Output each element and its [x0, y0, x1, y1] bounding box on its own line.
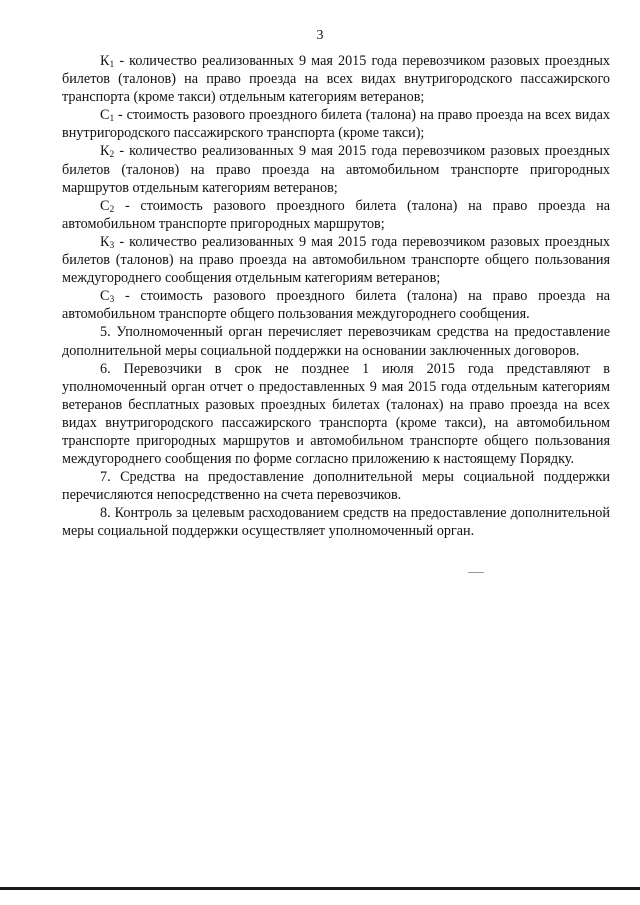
variable-index: 2 — [109, 204, 115, 215]
variable-letter: К — [100, 53, 110, 69]
variable-index: 1 — [109, 114, 115, 125]
definition-text: - стоимость разового проездного билета (талона) на право проезда на автомобильном транспорте пригородных маршрутов; — [62, 197, 610, 232]
variable-letter: К — [100, 233, 110, 250]
variable-letter: С — [100, 107, 110, 124]
page-number: 3 — [316, 28, 324, 43]
variable-letter: С — [100, 197, 110, 214]
scan-mark — [468, 572, 484, 573]
definition-c3 — [62, 287, 610, 323]
variable-index: 3 — [109, 240, 115, 251]
clause-8: 8. Контроль за целевым расходованием средств на предоставление дополнительной меры социальной поддержки осуществляет уполномоченный орган. — [62, 505, 610, 540]
clause-6: 6. Перевозчики в срок не позднее 1 июля 2015 года представляют в уполномоченный орган отчет о предоставленных 9 мая 2015 года отдельным категориям ветеранов бесплатных разовых проездных билетах (талонах) на право проезда на всех видах внутригородского пассажирского транспорта (кроме такси), на автомобильном транспорте пригородных маршрутов и автомобильном транспорте общего пользования междугороднего сообщения по форме согласно приложению к настоящему Порядку. — [62, 360, 610, 468]
variable-index: 1 — [109, 60, 115, 70]
definition-text: - количество реализованных 9 мая 2015 года перевозчиком разовых проездных билетов (талонов) на право проезда на всех видах внутригородского пассажирского транспорта (кроме такси) отдельным категориям ветеранов; — [62, 53, 610, 106]
document-body — [62, 52, 610, 541]
clause-5: 5. Уполномоченный орган перечисляет перевозчикам средства на предоставление дополнительной меры социальной поддержки на основании заключенных договоров. — [62, 324, 610, 359]
definition-k2 — [62, 142, 610, 196]
definition-text: - стоимость разового проездного билета (талона) на право проезда на автомобильном транспорте общего пользования междугороднего сообщения. — [62, 288, 610, 323]
clause-7: 7. Средства на предоставление дополнительной меры социальной поддержки перечисляются непосредственно на счета перевозчиков. — [62, 469, 610, 504]
variable-index: 3 — [109, 295, 115, 306]
variable-letter: С — [100, 288, 110, 305]
definition-text: - количество реализованных 9 мая 2015 года перевозчиком разовых проездных билетов (талонов) на право проезда на автомобильном транспорте общего пользования междугороднего сообщения отдельным категориям ветеранов; — [62, 233, 610, 287]
definition-k1 — [62, 52, 610, 106]
definition-text: - стоимость разового проездного билета (талона) на право проезда на всех видах внутригородского пассажирского транспорта (кроме такси); — [62, 107, 610, 142]
page-bottom-border — [0, 887, 640, 890]
definition-c2 — [62, 197, 610, 233]
definition-text: - количество реализованных 9 мая 2015 года перевозчиком разовых проездных билетов (талонов) на право проезда на автомобильном транспорте пригородных маршрутов отдельным категориям ветеранов; — [62, 143, 610, 196]
variable-index: 2 — [109, 150, 115, 161]
variable-letter: К — [100, 143, 110, 160]
definition-c1 — [62, 106, 610, 142]
definition-k3 — [62, 233, 610, 287]
